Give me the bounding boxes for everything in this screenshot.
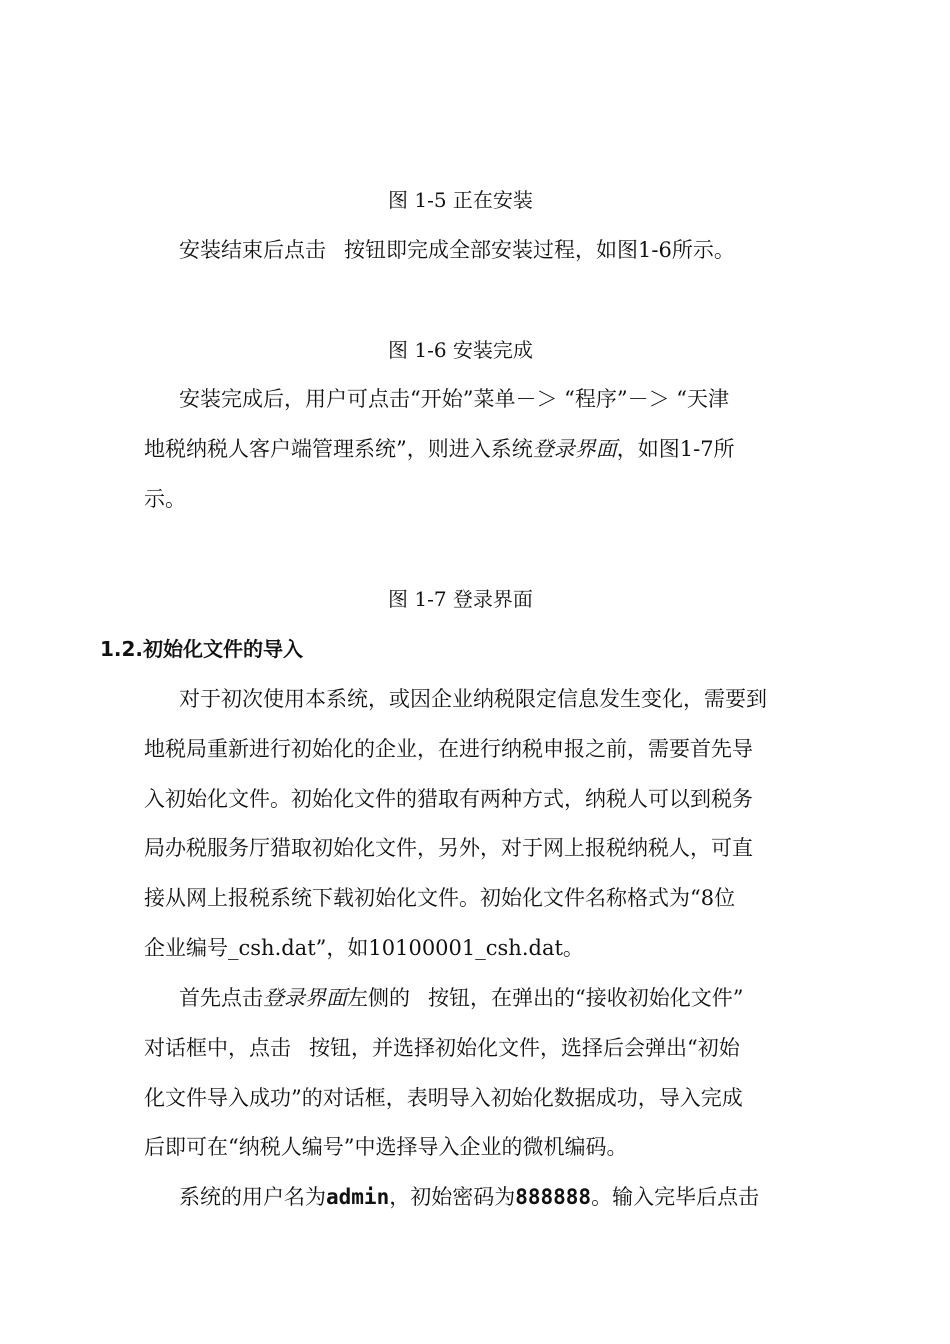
text-segment: 左侧的 [347,986,410,1010]
paragraph-login [179,1182,759,1212]
text-segment: 安装结束后点击 [179,238,326,262]
text-segment: 按钮，在弹出的“接收初始化文件” [428,986,744,1010]
text-segment: 地税纳税人客户端管理系统”，则进入系统 [144,437,533,461]
paragraph-import-line3: 化文件导入成功”的对话框，表明导入初始化数据成功，导入完成 [144,1086,743,1110]
paragraph-init-line4: 局办税服务厅猎取初始化文件，另外，对于网上报税纳税人，可直 [144,836,753,860]
paragraph-install-done [179,235,735,265]
login-screen-term: 登录界面 [532,437,617,461]
paragraph-init-line6: 企业编号_csh.dat”，如10100001_csh.dat。 [144,936,584,960]
text-segment: ，初始密码为 [389,1185,516,1209]
text-segment: 首先点击 [179,986,263,1010]
paragraph-import-line1 [179,983,743,1013]
text-segment: 按钮，并选择初始化文件，选择后会弹出“初始 [309,1036,740,1060]
paragraph-init-line5: 接从网上报税系统下载初始化文件。初始化文件名称格式为“8位 [144,886,736,910]
text-segment: 对话框中，点击 [144,1036,291,1060]
paragraph-init-line2: 地税局重新进行初始化的企业，在进行纳税申报之前，需要首先导 [144,737,753,761]
default-password: 888888 [515,1185,592,1209]
figure-caption-1-5: 图 1-5 正在安装 [388,188,533,212]
text-segment: 按钮即完成全部安装过程，如图1-6所示。 [344,238,735,262]
login-screen-term: 登录界面 [263,986,347,1010]
figure-caption-1-6: 图 1-6 安装完成 [388,338,533,362]
paragraph-import-line2 [144,1033,740,1063]
text-segment: 系统的用户名为 [179,1185,326,1209]
text-segment: 。输入完毕后点击 [591,1185,760,1209]
text-segment: ，如图1-7所 [616,437,735,461]
paragraph-after-install-line1: 安装完成后，用户可点击“开始”菜单－＞ “程序”－＞ “天津 [179,387,730,411]
figure-caption-1-7: 图 1-7 登录界面 [388,587,533,611]
paragraph-after-install-line3: 示。 [144,487,186,511]
paragraph-init-line1: 对于初次使用本系统，或因企业纳税限定信息发生变化，需要到 [179,687,767,711]
paragraph-import-line4: 后即可在“纳税人编号”中选择导入企业的微机编码。 [144,1135,628,1159]
default-username: admin [326,1185,390,1209]
paragraph-after-install-line2 [144,434,735,464]
paragraph-init-line3: 入初始化文件。初始化文件的猎取有两种方式，纳税人可以到税务 [144,787,753,811]
section-heading: 1.2.初始化文件的导入 [100,637,304,661]
